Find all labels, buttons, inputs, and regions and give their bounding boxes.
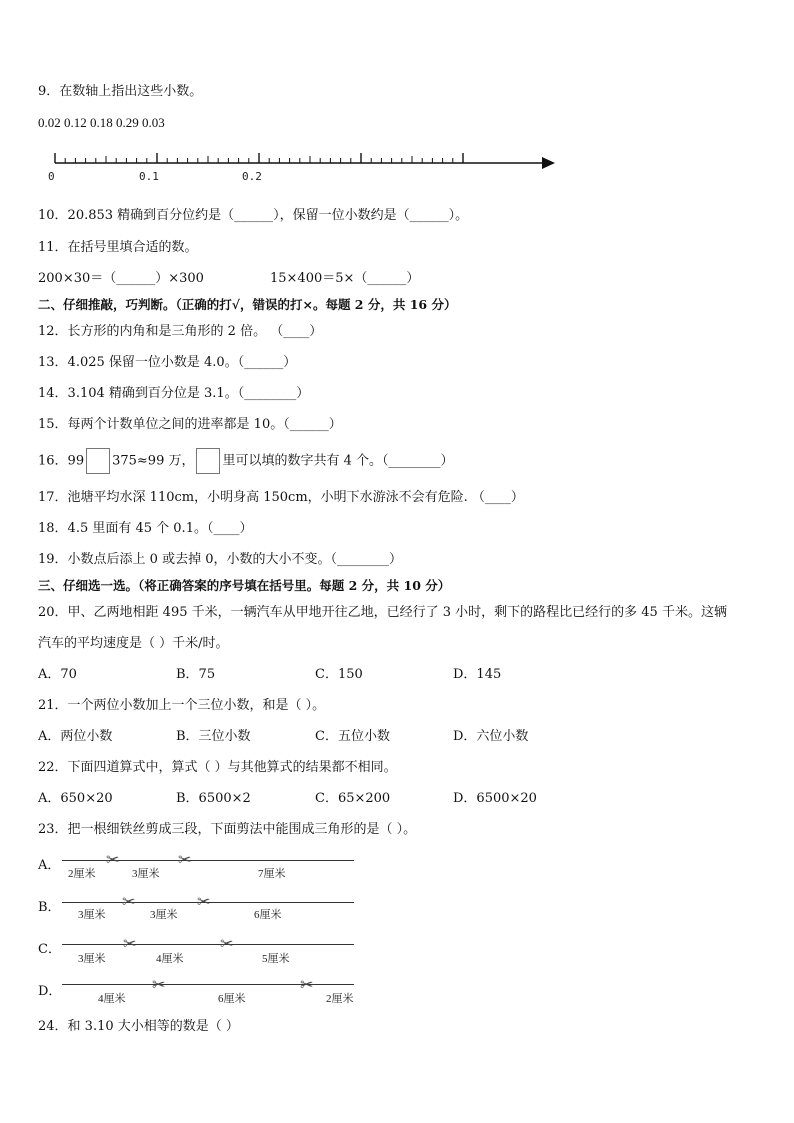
question-15: 15．每两个计数单位之间的进率都是 10。（______） [38,417,342,432]
question-10: 10．20.853 精确到百分位约是（______），保留一位小数约是（______）。 [38,208,469,223]
q22-option-b[interactable]: B．6500×2 [176,791,251,806]
q22-option-c[interactable]: C．65×200 [315,791,391,806]
question-9-values: 0.02 0.12 0.18 0.29 0.03 [38,115,165,130]
q23-option-c[interactable]: C． [38,942,61,957]
question-20-line2: 汽车的平均速度是（ ）千米/时。 [38,636,229,651]
question-11a: 200×30＝（______）×300 [38,271,204,286]
number-line-ticks [55,153,463,163]
question-17: 17．池塘平均水深 110cm，小明身高 150cm，小明下水游泳不会有危险. （____） [38,490,524,505]
wire-a-label-1: 2厘米 [68,868,96,880]
scissors-icon: ✂ [220,934,234,953]
question-24: 24．和 3.10 大小相等的数是（ ） [38,1019,239,1034]
wire-a-label-2: 3厘米 [132,868,160,880]
question-23: 23．把一根细铁丝剪成三段，下面剪法中能围成三角形的是（ ）。 [38,822,417,837]
number-line-label-0.2: 0.2 [242,170,262,183]
question-11b: 15×400＝5×（______） [270,271,420,286]
question-16 [38,448,454,474]
wire-c-label-3: 5厘米 [262,953,290,965]
question-13: 13．4.025 保留一位小数是 4.0。（______） [38,355,297,370]
question-19: 19．小数点后添上 0 或去掉 0，小数的大小不变。（________） [38,552,402,567]
q20-option-a[interactable]: A．70 [38,667,77,682]
q22-option-a[interactable]: A．650×20 [38,791,113,806]
wire-c-label-2: 4厘米 [156,953,184,965]
number-line-label-0.1: 0.1 [139,170,159,183]
scissors-icon: ✂ [300,975,314,994]
q20-option-c[interactable]: C．150 [315,667,363,682]
question-20-line1: 20．甲、乙两地相距 495 千米，一辆汽车从甲地开往乙地，已经行了 3 小时，剩下的路程比已经行的多 45 千米。这辆 [38,605,727,620]
q22-option-d[interactable]: D．6500×20 [453,791,537,806]
q21-option-b[interactable]: B．三位小数 [176,729,251,744]
scissors-icon: ✂ [122,892,136,911]
scissors-icon: ✂ [178,850,192,869]
question-16-part2: 375≈99 万， [112,453,195,469]
wire-c-label-1: 3厘米 [78,953,106,965]
q21-option-c[interactable]: C．五位小数 [315,729,390,744]
wire-d-label-3: 2厘米 [326,993,354,1005]
scissors-icon: ✂ [123,934,137,953]
wire-d-label-2: 6厘米 [218,993,246,1005]
q21-option-a[interactable]: A．两位小数 [38,729,113,744]
question-16-part1: 16．99 [38,453,85,469]
section-3-heading: 三、仔细选一选。（将正确答案的序号填在括号里。每题 2 分，共 10 分） [38,578,451,593]
number-line [40,145,570,185]
question-14: 14．3.104 精确到百分位是 3.1。（________） [38,386,310,401]
scissors-icon: ✂ [106,850,120,869]
section-2-heading: 二、仔细推敲，巧判断。（正确的打√，错误的打×。每题 2 分，共 16 分） [38,297,457,312]
question-16-part3: 里可以填的数字共有 4 个。（________） [222,453,454,469]
number-line-label-0: 0 [48,170,55,183]
question-21: 21．一个两位小数加上一个三位小数，和是（ ）。 [38,698,326,713]
wire-d-label-1: 4厘米 [98,993,126,1005]
wire-b-label-3: 6厘米 [254,909,282,921]
wire-c [62,944,354,945]
scissors-icon: ✂ [197,892,211,911]
digit-box[interactable] [86,448,110,474]
q23-option-a[interactable]: A． [38,858,61,873]
wire-b-label-1: 3厘米 [78,909,106,921]
wire-b-label-2: 3厘米 [150,909,178,921]
digit-box-reference [196,448,220,474]
q20-option-d[interactable]: D．145 [453,667,502,682]
question-12: 12．长方形的内角和是三角形的 2 倍。 （____） [38,324,323,339]
question-22: 22．下面四道算式中，算式（ ）与其他算式的结果都不相同。 [38,760,397,775]
q23-option-d[interactable]: D． [38,984,62,999]
q20-option-b[interactable]: B．75 [176,667,216,682]
wire-a-label-3: 7厘米 [258,868,286,880]
question-18: 18．4.5 里面有 45 个 0.1。（____） [38,521,253,536]
scissors-icon: ✂ [152,975,166,994]
q21-option-d[interactable]: D．六位小数 [453,729,529,744]
question-11: 11．在括号里填合适的数。 [38,240,198,255]
number-line-arrow [542,157,555,169]
question-9: 9．在数轴上指出这些小数。 [38,84,203,99]
q23-option-b[interactable]: B． [38,900,61,915]
